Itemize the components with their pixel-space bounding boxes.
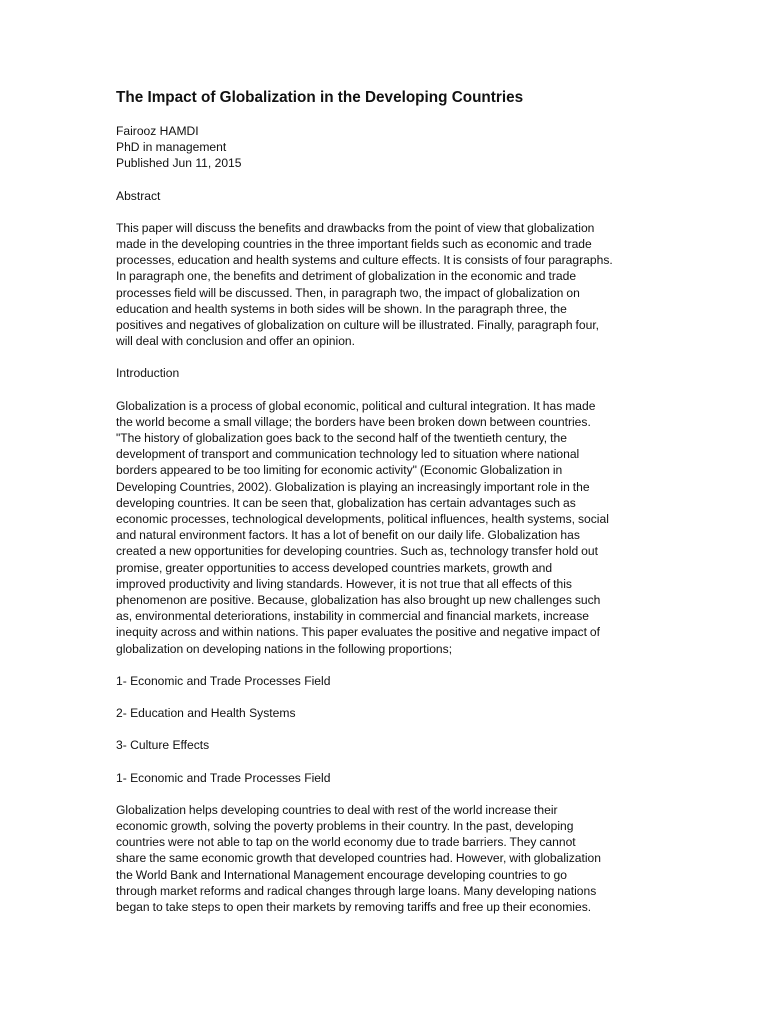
- abstract-line: processes field will be discussed. Then, in paragraph two, the impact of globalization on: [116, 285, 580, 300]
- introduction-line: inequity across and within nations. This paper evaluates the positive and negative impact of: [116, 625, 600, 640]
- section1-heading: 1- Economic and Trade Processes Field: [116, 770, 331, 785]
- document-title: The Impact of Globalization in the Developing Countries: [116, 89, 524, 106]
- abstract-line: processes, education and health systems and culture effects. It is consists of four paragraphs.: [116, 253, 613, 268]
- introduction-line: and natural environment factors. It has a lot of benefit on our daily life. Globalization has: [116, 528, 580, 543]
- abstract-line: education and health systems in both sides will be shown. In the paragraph three, the: [116, 301, 567, 316]
- abstract-line: will deal with conclusion and offer an opinion.: [116, 334, 356, 349]
- publish-date: Published Jun 11, 2015: [116, 156, 242, 171]
- introduction-line: borders appeared to be too limiting for economic activity" (Economic Globalization in: [116, 463, 563, 478]
- introduction-line: improved productivity and living standards. However, it is not true that all effects of this: [116, 576, 572, 591]
- introduction-line: development of transport and communication technology led to situation where national: [116, 447, 580, 462]
- section1-line: countries were not able to tap on the world economy due to trade barriers. They cannot: [116, 835, 576, 850]
- abstract-line: positives and negatives of globalization on culture will be illustrated. Finally, paragraph four,: [116, 318, 600, 333]
- introduction-line: economic processes, technological developments, political influences, health systems, social: [116, 512, 609, 527]
- abstract-line: In paragraph one, the benefits and detriment of globalization in the economic and trade: [116, 269, 577, 284]
- author-name: Fairooz HAMDI: [116, 124, 199, 138]
- abstract-line: This paper will discuss the benefits and drawbacks from the point of view that globalization: [116, 220, 595, 235]
- author-degree: PhD in management: [116, 140, 227, 155]
- list-item: 1- Economic and Trade Processes Field: [116, 673, 331, 688]
- section1-line: through market reforms and radical changes through large loans. Many developing nations: [116, 883, 597, 898]
- introduction-line: promise, greater opportunities to access developed countries markets, growth and: [116, 560, 553, 575]
- abstract-line: made in the developing countries in the three important fields such as economic and trade: [116, 237, 592, 252]
- list-item: 2- Education and Health Systems: [116, 706, 296, 721]
- author-block: [116, 123, 658, 172]
- section1-paragraph: [116, 802, 658, 915]
- introduction-line: developing countries. It can be seen that, globalization has certain advantages such as: [116, 495, 576, 510]
- introduction-heading: Introduction: [116, 366, 180, 381]
- list-item: 3- Culture Effects: [116, 738, 210, 753]
- introduction-line: as, environmental deteriorations, instability in commercial and financial markets, increase: [116, 609, 589, 624]
- introduction-line: "The history of globalization goes back to the second half of the twentieth century, the: [116, 431, 567, 446]
- introduction-paragraph: [116, 398, 658, 657]
- introduction-line: Developing Countries, 2002). Globalization is playing an increasingly important role in the: [116, 479, 590, 494]
- introduction-line: Globalization is a process of global economic, political and cultural integration. It has made: [116, 398, 596, 413]
- section1-line: the World Bank and International Management encourage developing countries to go: [116, 867, 567, 882]
- section1-line: economic growth, solving the poverty problems in their country. In the past, developing: [116, 818, 574, 833]
- section1-line: Globalization helps developing countries to deal with rest of the world increase their: [116, 802, 558, 817]
- introduction-line: globalization on developing nations in the following proportions;: [116, 641, 453, 656]
- section1-line: began to take steps to open their markets by removing tariffs and free up their economies.: [116, 899, 592, 914]
- document-page: [116, 88, 658, 931]
- introduction-line: created a new opportunities for developing countries. Such as, technology transfer hold out: [116, 544, 598, 559]
- introduction-line: the world become a small village; the borders have been broken down between countries.: [116, 414, 591, 429]
- abstract-paragraph: [116, 220, 658, 350]
- introduction-line: phenomenon are positive. Because, globalization has also brought up new challenges such: [116, 593, 601, 608]
- section1-line: share the same economic growth that developed countries had. However, with globalization: [116, 851, 602, 866]
- abstract-heading: Abstract: [116, 188, 161, 203]
